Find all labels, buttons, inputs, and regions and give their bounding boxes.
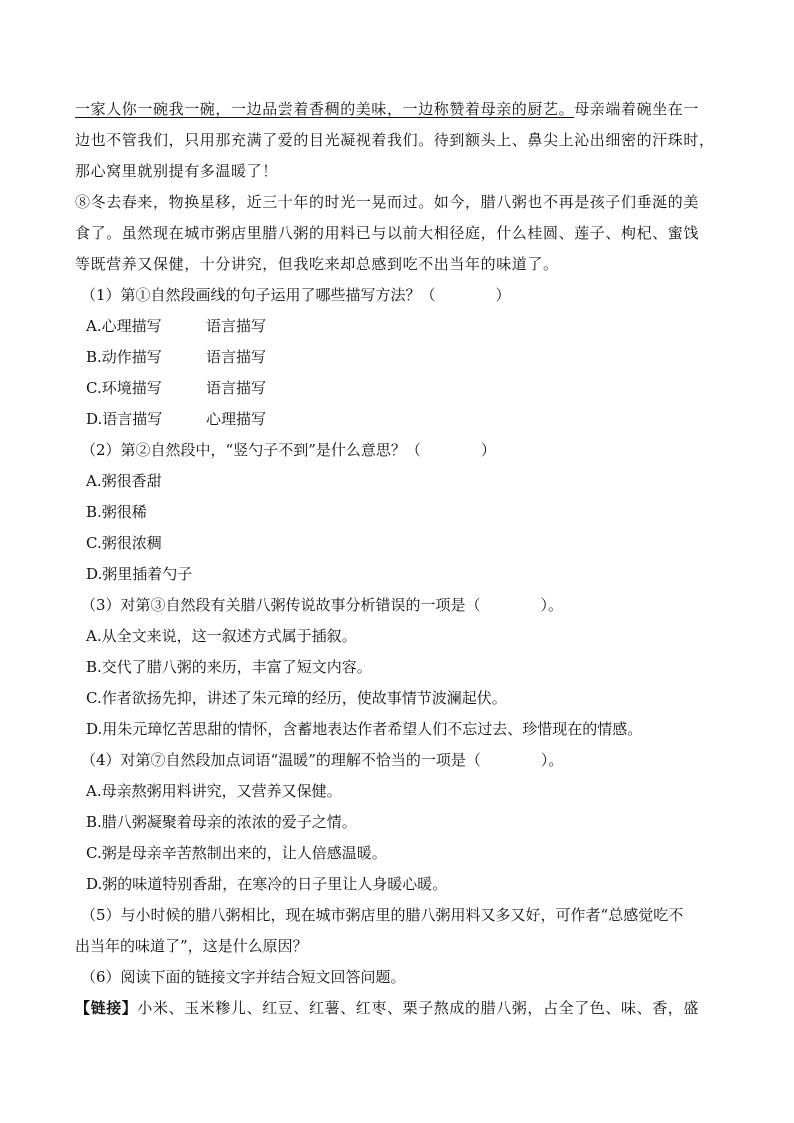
question-1-option-d: D.语言描写 心理描写: [86, 410, 267, 428]
link-label: 【链接】: [75, 999, 138, 1017]
question-3-option-c: C.作者欲扬先抑，讲述了朱元璋的经历，使故事情节波澜起伏。: [86, 689, 507, 707]
question-1-option-b: B.动作描写 语言描写: [86, 348, 267, 366]
question-1-option-c: C.环境描写 语言描写: [86, 379, 267, 397]
question-2-stem: （2）第②自然段中，“竖勺子不到”是什么意思？（ ）: [81, 441, 496, 459]
document-page: [75, 94, 721, 1024]
question-2-option-d: D.粥里插着勺子: [86, 565, 193, 583]
link-text: 小米、玉米糁儿、红豆、红薯、红枣、栗子熬成的腊八粥，占全了色、味、香，盛: [137, 999, 700, 1017]
question-3-option-d: D.用朱元璋忆苦思甜的情怀，含蓄地表达作者希望人们不忘过去、珍惜现在的情感。: [86, 720, 643, 738]
paragraph-8-line: 食了。虽然现在城市粥店里腊八粥的用料已与以前大相径庭，什么桂圆、莲子、枸杞、蜜饯: [75, 224, 700, 242]
question-3-option-b: B.交代了腊八粥的来历，丰富了短文内容。: [86, 658, 372, 676]
question-1-stem: （1）第①自然段画线的句子运用了哪些描写方法？（ ）: [81, 286, 511, 304]
question-4-option-a: A.母亲熬粥用料讲究，又营养又保健。: [86, 782, 342, 800]
question-3-stem: （3）对第③自然段有关腊八粥传说故事分析错误的一项是（ ）。: [81, 596, 564, 614]
question-5-stem-cont: 出当年的味道了”，这是什么原因？: [75, 937, 308, 955]
question-1-option-a: A.心理描写 语言描写: [86, 317, 267, 335]
paragraph-8-line: 等既营养又保健，十分讲究，但我吃来却总感到吃不出当年的味道了。: [75, 255, 559, 273]
question-4-option-b: B.腊八粥凝聚着母亲的浓浓的爱子之情。: [86, 813, 357, 831]
passage-line: [75, 94, 721, 125]
question-4-option-d: D.粥的味道特别香甜，在寒冷的日子里让人身暖心暖。: [86, 875, 448, 893]
link-paragraph: [75, 993, 721, 1024]
passage-line: 边也不管我们，只用那充满了爱的目光凝视着我们。待到额头上、鼻尖上沁出细密的汗珠时，: [75, 131, 715, 149]
question-2-option-b: B.粥很稀: [86, 503, 147, 521]
question-5-stem: （5）与小时候的腊八粥相比，现在城市粥店里的腊八粥用料又多又好，可作者“总感觉吃不: [81, 906, 684, 924]
question-6-stem: （6）阅读下面的链接文字并结合短文回答问题。: [81, 968, 406, 986]
question-4-stem: （4）对第⑦自然段加点词语“温暖”的理解不恰当的一项是（ ）。: [81, 751, 564, 769]
question-2-option-a: A.粥很香甜: [86, 472, 162, 490]
passage-line: 那心窝里就别提有多温暖了！: [75, 162, 278, 180]
passage-text: 母亲端着碗坐在一: [574, 100, 700, 118]
question-4-option-c: C.粥是母亲辛苦熬制出来的，让人倍感温暖。: [86, 844, 387, 862]
paragraph-8-line: ⑧冬去春来，物换星移，近三十年的时光一晃而过。如今，腊八粥也不再是孩子们垂涎的美: [75, 193, 700, 211]
question-2-option-c: C.粥很浓稠: [86, 534, 162, 552]
question-3-option-a: A.从全文来说，这一叙述方式属于插叙。: [86, 627, 357, 645]
underlined-sentence: 一家人你一碗我一碗，一边品尝着香稠的美味，一边称赞着母亲的厨艺。: [75, 100, 575, 118]
